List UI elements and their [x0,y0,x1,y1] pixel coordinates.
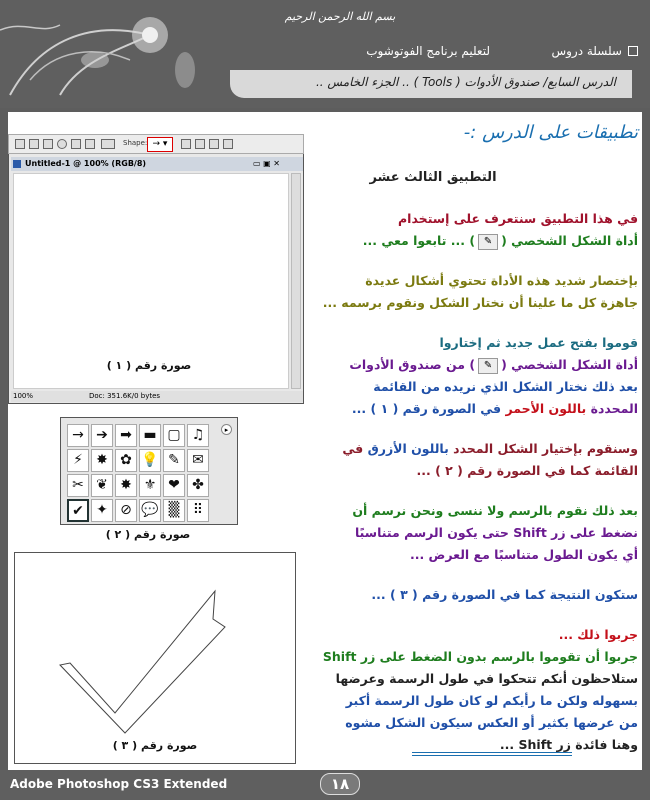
line-tool-icon [85,139,95,149]
page-content [8,112,642,770]
vertical-scrollbar [291,173,301,389]
shape-cell[interactable]: ⊘ [115,499,137,522]
text-line: بعد ذلك نختار الشكل الذي نريده من القائمة [373,379,638,394]
shape-cell[interactable]: ▒ [163,499,185,522]
footer [0,770,650,800]
polygon-tool-icon [71,139,81,149]
application-title: التطبيق الثالث عشر [369,170,497,185]
options-bar [8,134,304,154]
shape-cell[interactable]: ✸ [91,449,113,472]
shape-cell[interactable]: ✿ [115,449,137,472]
text-line: بعد ذلك نقوم بالرسم ولا ننسى ونحن نرسم أن [352,503,638,518]
text-line: في [342,441,364,456]
text-line: من عرضها بكثير أو العكس سيكون الشكل مشوه [345,715,638,730]
shape-cell[interactable]: ✦ [91,499,113,522]
checkmark-shape [15,553,295,763]
custom-shape-tool-icon: ✎ [478,358,498,374]
text-line: باللون الأحمر [505,401,587,416]
shape-cell[interactable]: ✉ [187,449,209,472]
instructions [306,208,638,758]
shape-picker-screenshot [60,417,238,525]
text-line: جاهزة كل ما علينا أن نختار الشكل ونقوم برسمه ... [322,295,638,310]
ps-doc-icon [13,160,21,168]
shape-cell[interactable]: ✂ [67,474,89,497]
photoshop-window-screenshot [8,134,304,404]
shape-cell[interactable]: 💬 [139,499,161,522]
caption-2: صورة رقم ( ٢ ) [105,528,191,541]
paragraph-drawing [306,500,638,566]
window-controls: ▭ ▣ ✕ [253,159,280,168]
shape-cell[interactable]: 💡 [139,449,161,472]
intersect-icon [209,139,219,149]
text-line: ) ... تابعوا معي ... [362,233,476,248]
zoom-level: 100% [13,392,34,400]
shape-cell[interactable]: ➡ [115,424,137,447]
shape-cell[interactable]: ✤ [187,474,209,497]
shape-cell[interactable]: ⚜ [139,474,161,497]
floral-ornament [0,0,230,108]
shape-cell[interactable]: ❤ [163,474,185,497]
shape-layers-icon [15,139,25,149]
ellipse-tool-icon [57,139,67,149]
end-divider [412,752,572,756]
shape-cell[interactable]: ⠿ [187,499,209,522]
paragraph-result [306,584,638,606]
text-line: جربوا أن تقوموا بالرسم بدون الضغط على زر Shift [322,649,638,664]
shape-cell[interactable]: ✸ [115,474,137,497]
text-line: في الصورة رقم ( ١ ) ... [351,401,502,416]
shape-cell[interactable]: ⚡ [67,449,89,472]
exclude-icon [223,139,233,149]
shape-label: Shape: [123,139,148,147]
text-line: بسهوله ولكن ما رأيكم لو كان طول الرسمة أكبر [345,693,638,708]
text-line: المحددة [590,401,638,416]
text-line: ستلاحظون أنكم تتحكوا في طول الرسمة وعرضها [335,671,638,686]
shape-cell[interactable]: ✔ [67,499,89,522]
basmala: بسم الله الرحمن الرحيم [284,10,396,23]
text-line: وهنا فائدة زر Shift ... [499,737,638,752]
shape-cell[interactable]: ▢ [163,424,185,447]
text-line: أي يكون الطول متناسبًا مع العرض ... [409,547,638,562]
shape-grid [67,424,209,522]
doc-info: Doc: 351.6K/0 bytes [89,392,161,400]
header-banner [0,0,650,108]
custom-shape-tool-icon: ✎ [478,234,498,250]
subtract-icon [195,139,205,149]
rounded-rect-tool-icon [43,139,53,149]
caption-1: صورة رقم ( ١ ) [106,359,192,372]
shape-cell[interactable]: ▬ [139,424,161,447]
text-line: باللون الأزرق [367,441,449,456]
document-canvas [13,173,289,389]
text-line: بإختصار شديد هذه الأداة تحتوي أشكال عديدة [365,273,638,288]
picker-menu-icon: ▸ [221,424,232,435]
status-bar [11,391,303,402]
text-line: في هذا التطبيق سنتعرف على إستخدام [398,211,638,226]
lesson-title: الدرس السابع/ صندوق الأدوات ( Tools ) .. الجزء الخامس .. [315,75,616,89]
paragraph-summary [306,270,638,314]
section-title: تطبيقات على الدرس :- [463,122,638,143]
series-label: سلسلة دروس [551,44,622,58]
text-line: جربوا ذلك ... [558,627,638,642]
shape-cell[interactable]: ✎ [163,449,185,472]
text-line: أداة الشكل الشخصي ( [501,233,638,248]
rectangle-tool-icon [29,139,39,149]
text-line: نضغط على زر Shift حتى يكون الرسم متناسبًا [354,525,638,540]
subject-label: لتعليم برنامج الفوتوشوب [366,44,490,58]
text-line: قوموا بفتح عمل جديد ثم إختاروا [439,335,638,350]
paragraph-intro [306,208,638,252]
combine-icon [181,139,191,149]
paragraph-steps [306,332,638,420]
paragraph-select-shape [306,438,638,482]
paragraph-try [306,624,638,756]
caption-3: صورة رقم ( ٣ ) [112,739,198,752]
text-line: ) من صندوق الأدوات [349,357,476,372]
document-title: Untitled-1 @ 100% (RGB/8) [11,157,303,171]
series-bullet [628,46,638,56]
result-screenshot [14,552,296,764]
text-line: القائمة كما في الصورة رقم ( ٢ ) ... [416,463,638,478]
page-number: ١٨ [320,773,360,795]
text-line: وسنقوم بإختيار الشكل المحدد [453,441,638,456]
custom-shape-tool-icon [101,139,115,149]
text-line: أداة الشكل الشخصي ( [501,357,638,372]
footer-app-name: Adobe Photoshop CS3 Extended [10,777,228,791]
shape-picker-dropdown: → ▾ [147,137,173,152]
shape-cell[interactable]: ♫ [187,424,209,447]
shape-cell[interactable]: → [67,424,89,447]
shape-cell[interactable]: ❦ [91,474,113,497]
text-line: ستكون النتيجة كما في الصورة رقم ( ٣ ) ... [371,587,638,602]
shape-cell[interactable]: ➔ [91,424,113,447]
